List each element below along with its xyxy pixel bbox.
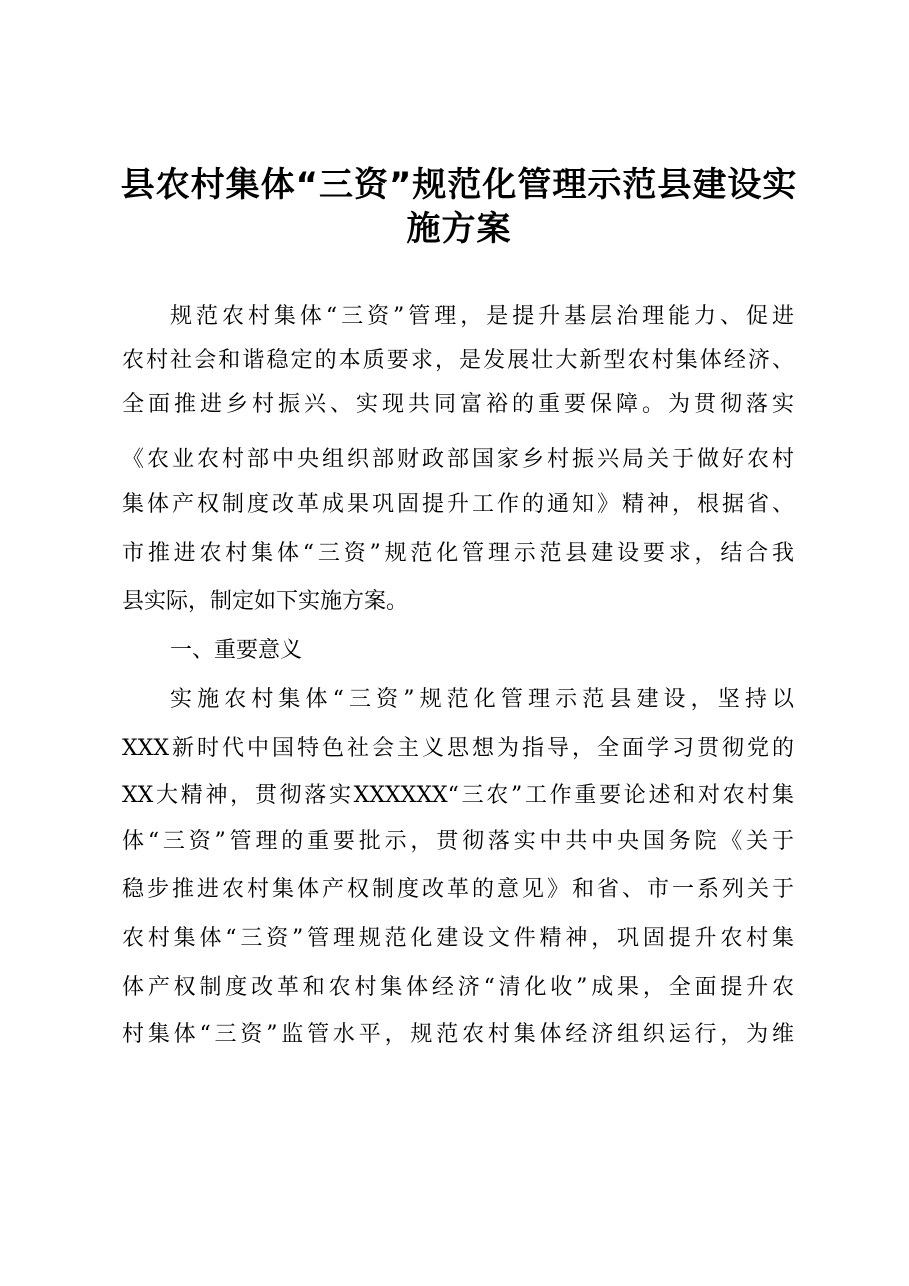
paragraph-1-line-7: 县实际，制定如下实施方案。 xyxy=(122,589,409,614)
paragraph-2-line-5: 稳步推进农村集体产权制度改革的意见》和省、市一系列关于 xyxy=(122,877,794,902)
paragraph-2-line-3: XX大精神，贯彻落实XXXXXX“三农”工作重要论述和对农村集 xyxy=(122,783,794,808)
paragraph-2-line-4: 体“三资”管理的重要批示，贯彻落实中共中央国务院《关于 xyxy=(122,829,794,854)
paragraph-2-line-7: 体产权制度改革和农村集体经济“清化收”成果，全面提升农 xyxy=(122,975,794,1000)
document-title-line-2: 施方案 xyxy=(406,209,512,249)
paragraph-1-line-2: 农村社会和谐稳定的本质要求，是发展壮大新型农村集体经济、 xyxy=(122,348,794,373)
paragraph-2-line-1: 实施农村集体“三资”规范化管理示范县建设，坚持以 xyxy=(170,687,794,712)
document-title-line-1: 县农村集体“三资”规范化管理示范县建设实 xyxy=(120,165,798,205)
paragraph-1-line-6: 市推进农村集体“三资”规范化管理示范县建设要求，结合我 xyxy=(122,541,794,566)
paragraph-2-line-8: 村集体“三资”监管水平，规范农村集体经济组织运行，为维 xyxy=(122,1022,794,1047)
paragraph-1-line-3: 全面推进乡村振兴、实现共同富裕的重要保障。为贯彻落实 xyxy=(122,392,794,417)
section-1-heading: 一、重要意义 xyxy=(170,638,303,663)
paragraph-2-line-2: XXX新时代中国特色社会主义思想为指导，全面学习贯彻党的 xyxy=(122,736,794,761)
paragraph-1-line-4: 《农业农村部中央组织部财政部国家乡村振兴局关于做好农村 xyxy=(122,447,794,472)
paragraph-2-line-6: 农村集体“三资”管理规范化建设文件精神，巩固提升农村集 xyxy=(122,926,794,951)
paragraph-1-line-5: 集体产权制度改革成果巩固提升工作的通知》精神，根据省、 xyxy=(122,492,794,517)
paragraph-1-line-1: 规范农村集体“三资”管理，是提升基层治理能力、促进 xyxy=(170,304,794,329)
